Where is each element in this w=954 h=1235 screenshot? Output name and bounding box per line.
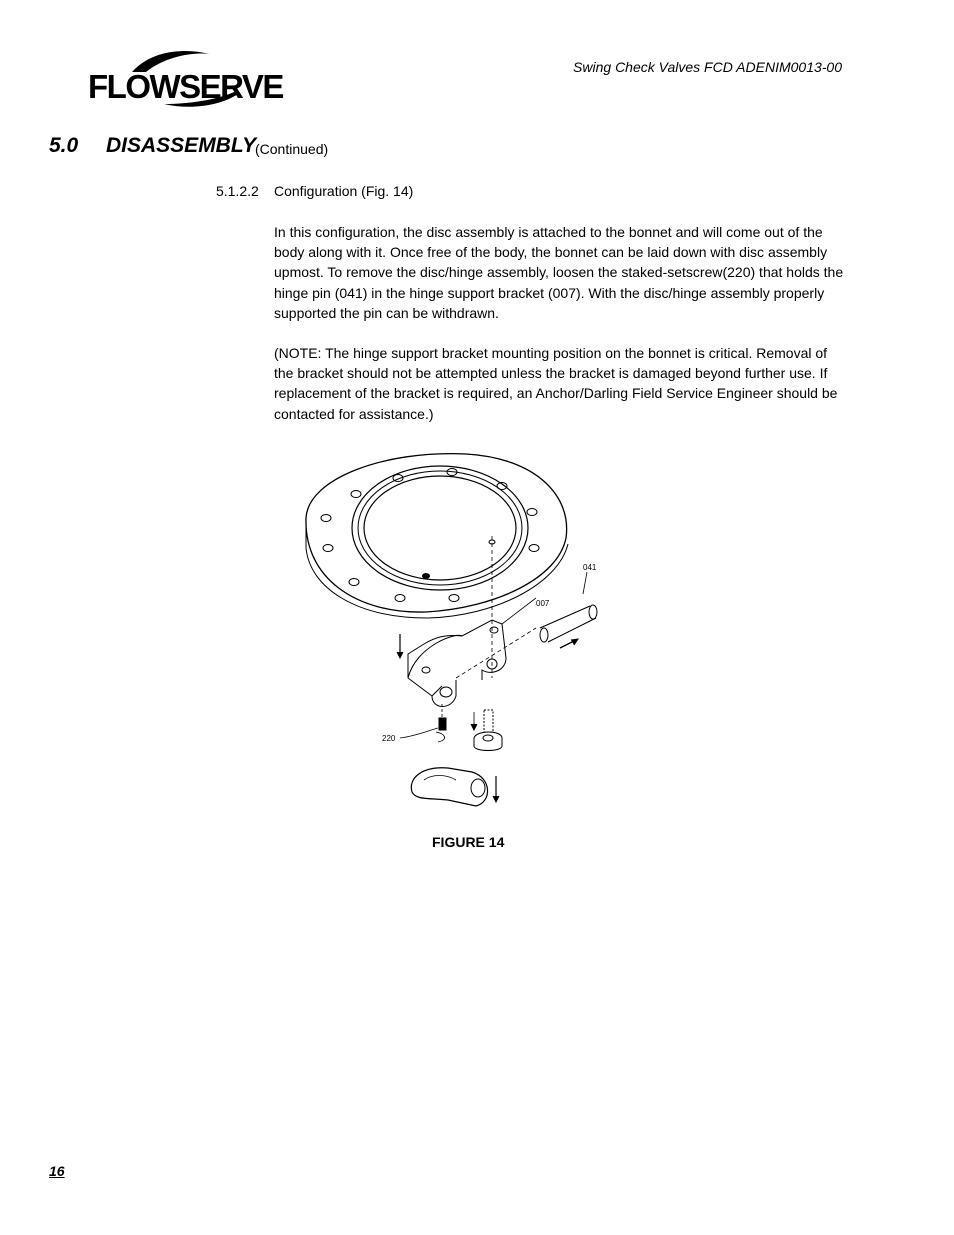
- figure-caption: FIGURE 14: [432, 834, 505, 850]
- flowserve-logo: [88, 48, 284, 108]
- page-number: 16: [49, 1163, 65, 1179]
- figure-14-drawing: [296, 448, 620, 820]
- bonnet-flange: [306, 454, 568, 618]
- subsection-title: Configuration (Fig. 14): [274, 183, 414, 199]
- document-title: Swing Check Valves FCD ADENIM0013-00: [573, 59, 842, 75]
- callout-220: 220: [382, 734, 396, 743]
- logo-wordmark: FLOWSERVE: [88, 68, 283, 105]
- callout-007: 007: [536, 599, 550, 608]
- subsection-number: 5.1.2.2: [216, 183, 259, 199]
- cap-screw-part: [471, 710, 502, 751]
- hinge-pin-part: [540, 572, 597, 648]
- section-title: DISASSEMBLY: [106, 134, 257, 157]
- paragraph-note: (NOTE: The hinge support bracket mounting position on the bonnet is critical. Removal of the bracket should not be attempted unless the bracket is damaged beyond further use. If replacement of the bracket is required, an Anchor/Darling Field Service Engineer should be contacted for assistance.): [274, 345, 838, 422]
- section-number: 5.0: [49, 134, 79, 157]
- setscrew-part: [400, 704, 446, 742]
- paragraph-procedure: In this configuration, the disc assembly is attached to the bonnet and will come out of the body along with it. Once free of the body, the bonnet can be laid down with disc assembly upmost. To remove the disc/hinge assembly, loosen the staked-setscrew(220) that holds the hinge pin (041) in the hinge support bracket (007). With the disc/hinge assembly properly supported the pin can be withdrawn.: [274, 224, 844, 321]
- callout-041: 041: [583, 563, 597, 572]
- section-continued-label: (Continued): [255, 141, 329, 157]
- disc-arm-part: [411, 768, 499, 806]
- hinge-bracket-part: [397, 536, 536, 707]
